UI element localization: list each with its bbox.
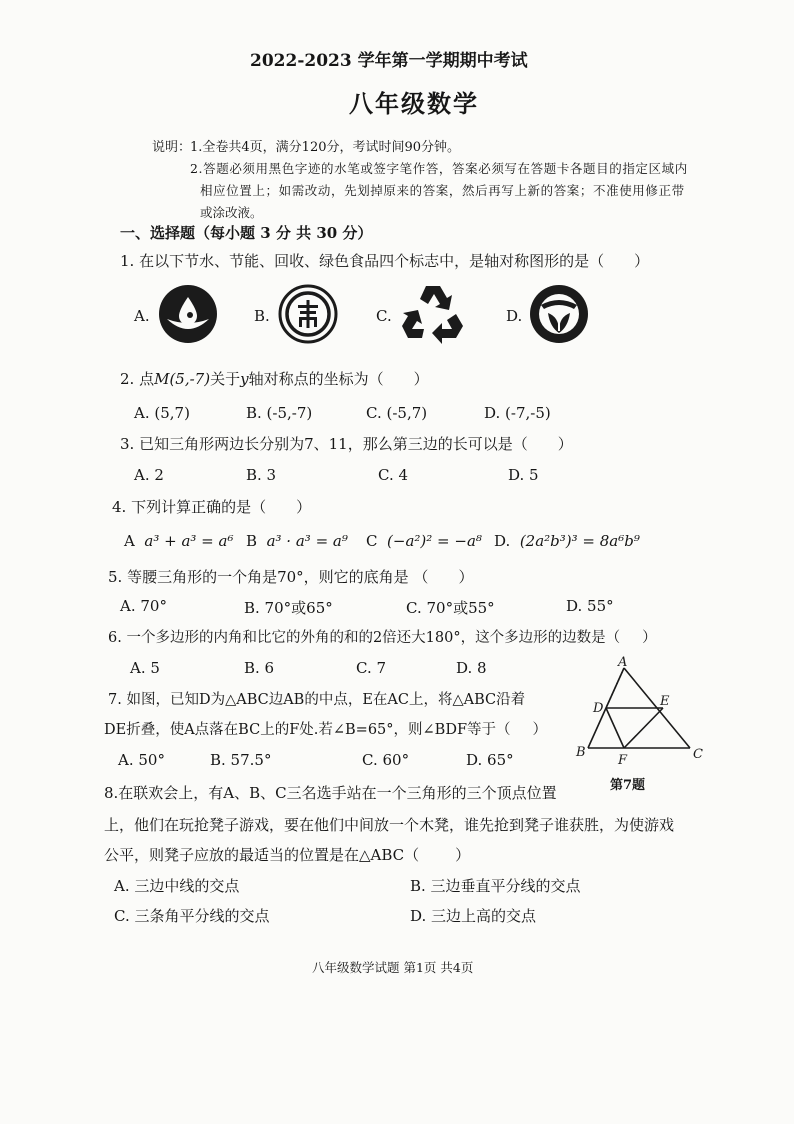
page-footer: 八年级数学试题 第1页 共4页 <box>312 960 474 975</box>
vertex-a-label: A <box>618 655 628 670</box>
question-6 <box>108 626 657 647</box>
q1-option-c-label: C. <box>376 307 392 325</box>
q4-option-a <box>124 532 233 550</box>
q4-option-b-expression: a³ · a³ = a⁹ <box>266 532 348 550</box>
q4-option-c-expression: (−a²)² = −a⁸ <box>387 532 482 550</box>
q5-option-d: D. 55° <box>566 597 614 615</box>
q8-option-c: C. 三条角平分线的交点 <box>114 907 270 925</box>
edge-df <box>606 708 624 748</box>
q4-option-d-expression: (2a²b³)³ = 8a⁶b⁹ <box>519 532 640 550</box>
section-title: 一、选择题（每小题 3 分 共 30 分） <box>120 224 373 242</box>
vertex-d-label: D <box>593 701 604 716</box>
question-2-stem-post: 轴对称点的坐标为（ <box>248 370 384 388</box>
q4-option-a-label: A <box>124 532 135 550</box>
subject-title: 八年级数学 <box>349 89 479 118</box>
q3-option-c: C. 4 <box>378 466 409 484</box>
q6-option-c: C. 7 <box>356 659 387 677</box>
water-saving-logo-icon <box>157 283 219 345</box>
q7-option-c: C. 60° <box>362 751 410 769</box>
q6-option-a: A. 5 <box>130 659 160 677</box>
q7-option-b: B. 57.5° <box>210 751 272 769</box>
question-2-stem-pre: 2. 点 <box>120 370 155 388</box>
green-food-logo-icon <box>528 283 590 345</box>
q4-option-d-label: D. <box>494 532 511 550</box>
question-8-line-2: 上，他们在玩抢凳子游戏，要在他们中间放一个木凳，谁先抢到凳子谁获胜，为使游戏 <box>104 816 675 834</box>
question-5-stem: 5. 等腰三角形的一个角是70°，则它的底角是 （ <box>108 568 429 586</box>
q1-option-b-label: B. <box>254 307 270 325</box>
vertex-b-label: B <box>576 745 586 760</box>
figure-7-caption: 第7题 <box>610 778 646 793</box>
notes-line-4: 或涂改液。 <box>200 205 263 220</box>
question-4-stem: 4. 下列计算正确的是（ <box>112 498 267 516</box>
q7-option-a: A. 50° <box>118 751 165 769</box>
q3-option-d: D. 5 <box>508 466 539 484</box>
q5-option-c: C. 70°或55° <box>406 599 495 617</box>
question-2-point: M(5,-7) <box>154 370 211 388</box>
notes-label: 说明： <box>152 140 192 155</box>
vertex-c-label: C <box>693 747 703 762</box>
question-3 <box>120 433 573 454</box>
q4-option-a-expression: a³ + a³ = a⁶ <box>144 532 234 550</box>
q6-option-b: B. 6 <box>244 659 275 677</box>
question-7-line-1: 7. 如图，已知D为△ABC边AB的中点，E在AC上，将△ABC沿着 <box>108 692 526 708</box>
q1-option-a-label: A. <box>134 307 150 325</box>
q2-option-d: D. (-7,-5) <box>484 404 551 422</box>
q2-option-a: A. (5,7) <box>134 404 190 422</box>
q5-option-b: B. 70°或65° <box>244 599 333 617</box>
q7-option-d: D. 65° <box>466 751 514 769</box>
q4-option-b-label: B <box>246 532 258 550</box>
q4-option-c <box>366 532 482 550</box>
exam-year-title: 2022-2023 学年第一学期期中考试 <box>250 51 528 71</box>
question-6-close: ） <box>642 630 657 646</box>
question-4-close: ） <box>296 498 312 516</box>
question-6-stem: 6. 一个多边形的内角和比它的外角的和的2倍还大180°，这个多边形的边数是（ <box>108 630 621 646</box>
recycling-logo-icon <box>400 280 466 344</box>
q8-option-d: D. 三边上高的交点 <box>410 907 537 925</box>
question-5 <box>108 566 473 587</box>
question-8-stem: 公平，则凳子应放的最适当的位置是在△ABC（ <box>104 846 420 864</box>
q4-option-b <box>246 532 348 550</box>
question-7-close: ） <box>532 722 548 738</box>
q8-option-b: B. 三边垂直平分线的交点 <box>410 877 581 895</box>
question-8-close: ） <box>455 846 471 864</box>
notes-line-2: 2.答题必须用黑色字迹的水笔或签字笔作答，答案必须写在答题卡各题目的指定区域内 <box>190 161 688 176</box>
notes-line-3: 相应位置上；如需改动，先划掉原来的答案，然后再写上新的答案；不准使用修正带 <box>200 183 685 198</box>
question-5-close: ） <box>458 568 474 586</box>
question-1-stem: 1. 在以下节水、节能、回收、绿色食品四个标志中，是轴对称图形的是（ <box>120 252 605 270</box>
question-1 <box>120 250 649 271</box>
question-7-stem: DE折叠，使A点落在BC上的F处.若∠B=65°，则∠BDF等于（ <box>104 722 511 738</box>
energy-saving-logo-icon <box>277 283 339 345</box>
question-3-stem: 3. 已知三角形两边长分别为7、11，那么第三边的长可以是（ <box>120 435 528 453</box>
question-2 <box>120 368 429 389</box>
question-1-close: ） <box>634 252 650 270</box>
edge-ef <box>624 708 663 748</box>
question-2-stem-mid: 关于 <box>210 370 241 388</box>
question-8-line-3 <box>104 844 470 865</box>
question-3-close: ） <box>557 435 573 453</box>
q4-option-d <box>494 532 640 550</box>
question-8-line-1: 8.在联欢会上，有A、B、C三名选手站在一个三角形的三个顶点位置 <box>104 784 557 802</box>
q3-option-b: B. 3 <box>246 466 277 484</box>
question-2-axis: y <box>240 370 249 388</box>
question-4 <box>112 496 311 517</box>
q3-option-a: A. 2 <box>134 466 164 484</box>
notes-line-1: 1.全卷共4页，满分120分，考试时间90分钟。 <box>190 140 461 155</box>
q2-option-c: C. (-5,7) <box>366 404 428 422</box>
q1-option-d-label: D. <box>506 307 523 325</box>
q6-option-d: D. 8 <box>456 659 487 677</box>
question-2-close: ） <box>413 370 429 388</box>
vertex-e-label: E <box>660 694 670 709</box>
q5-option-a: A. 70° <box>120 597 167 615</box>
q4-option-c-label: C <box>366 532 378 550</box>
question-7-line-2 <box>104 718 547 739</box>
q8-option-a: A. 三边中线的交点 <box>114 877 240 895</box>
q2-option-b: B. (-5,-7) <box>246 404 313 422</box>
vertex-f-label: F <box>618 753 628 768</box>
figure-7 <box>572 654 712 794</box>
